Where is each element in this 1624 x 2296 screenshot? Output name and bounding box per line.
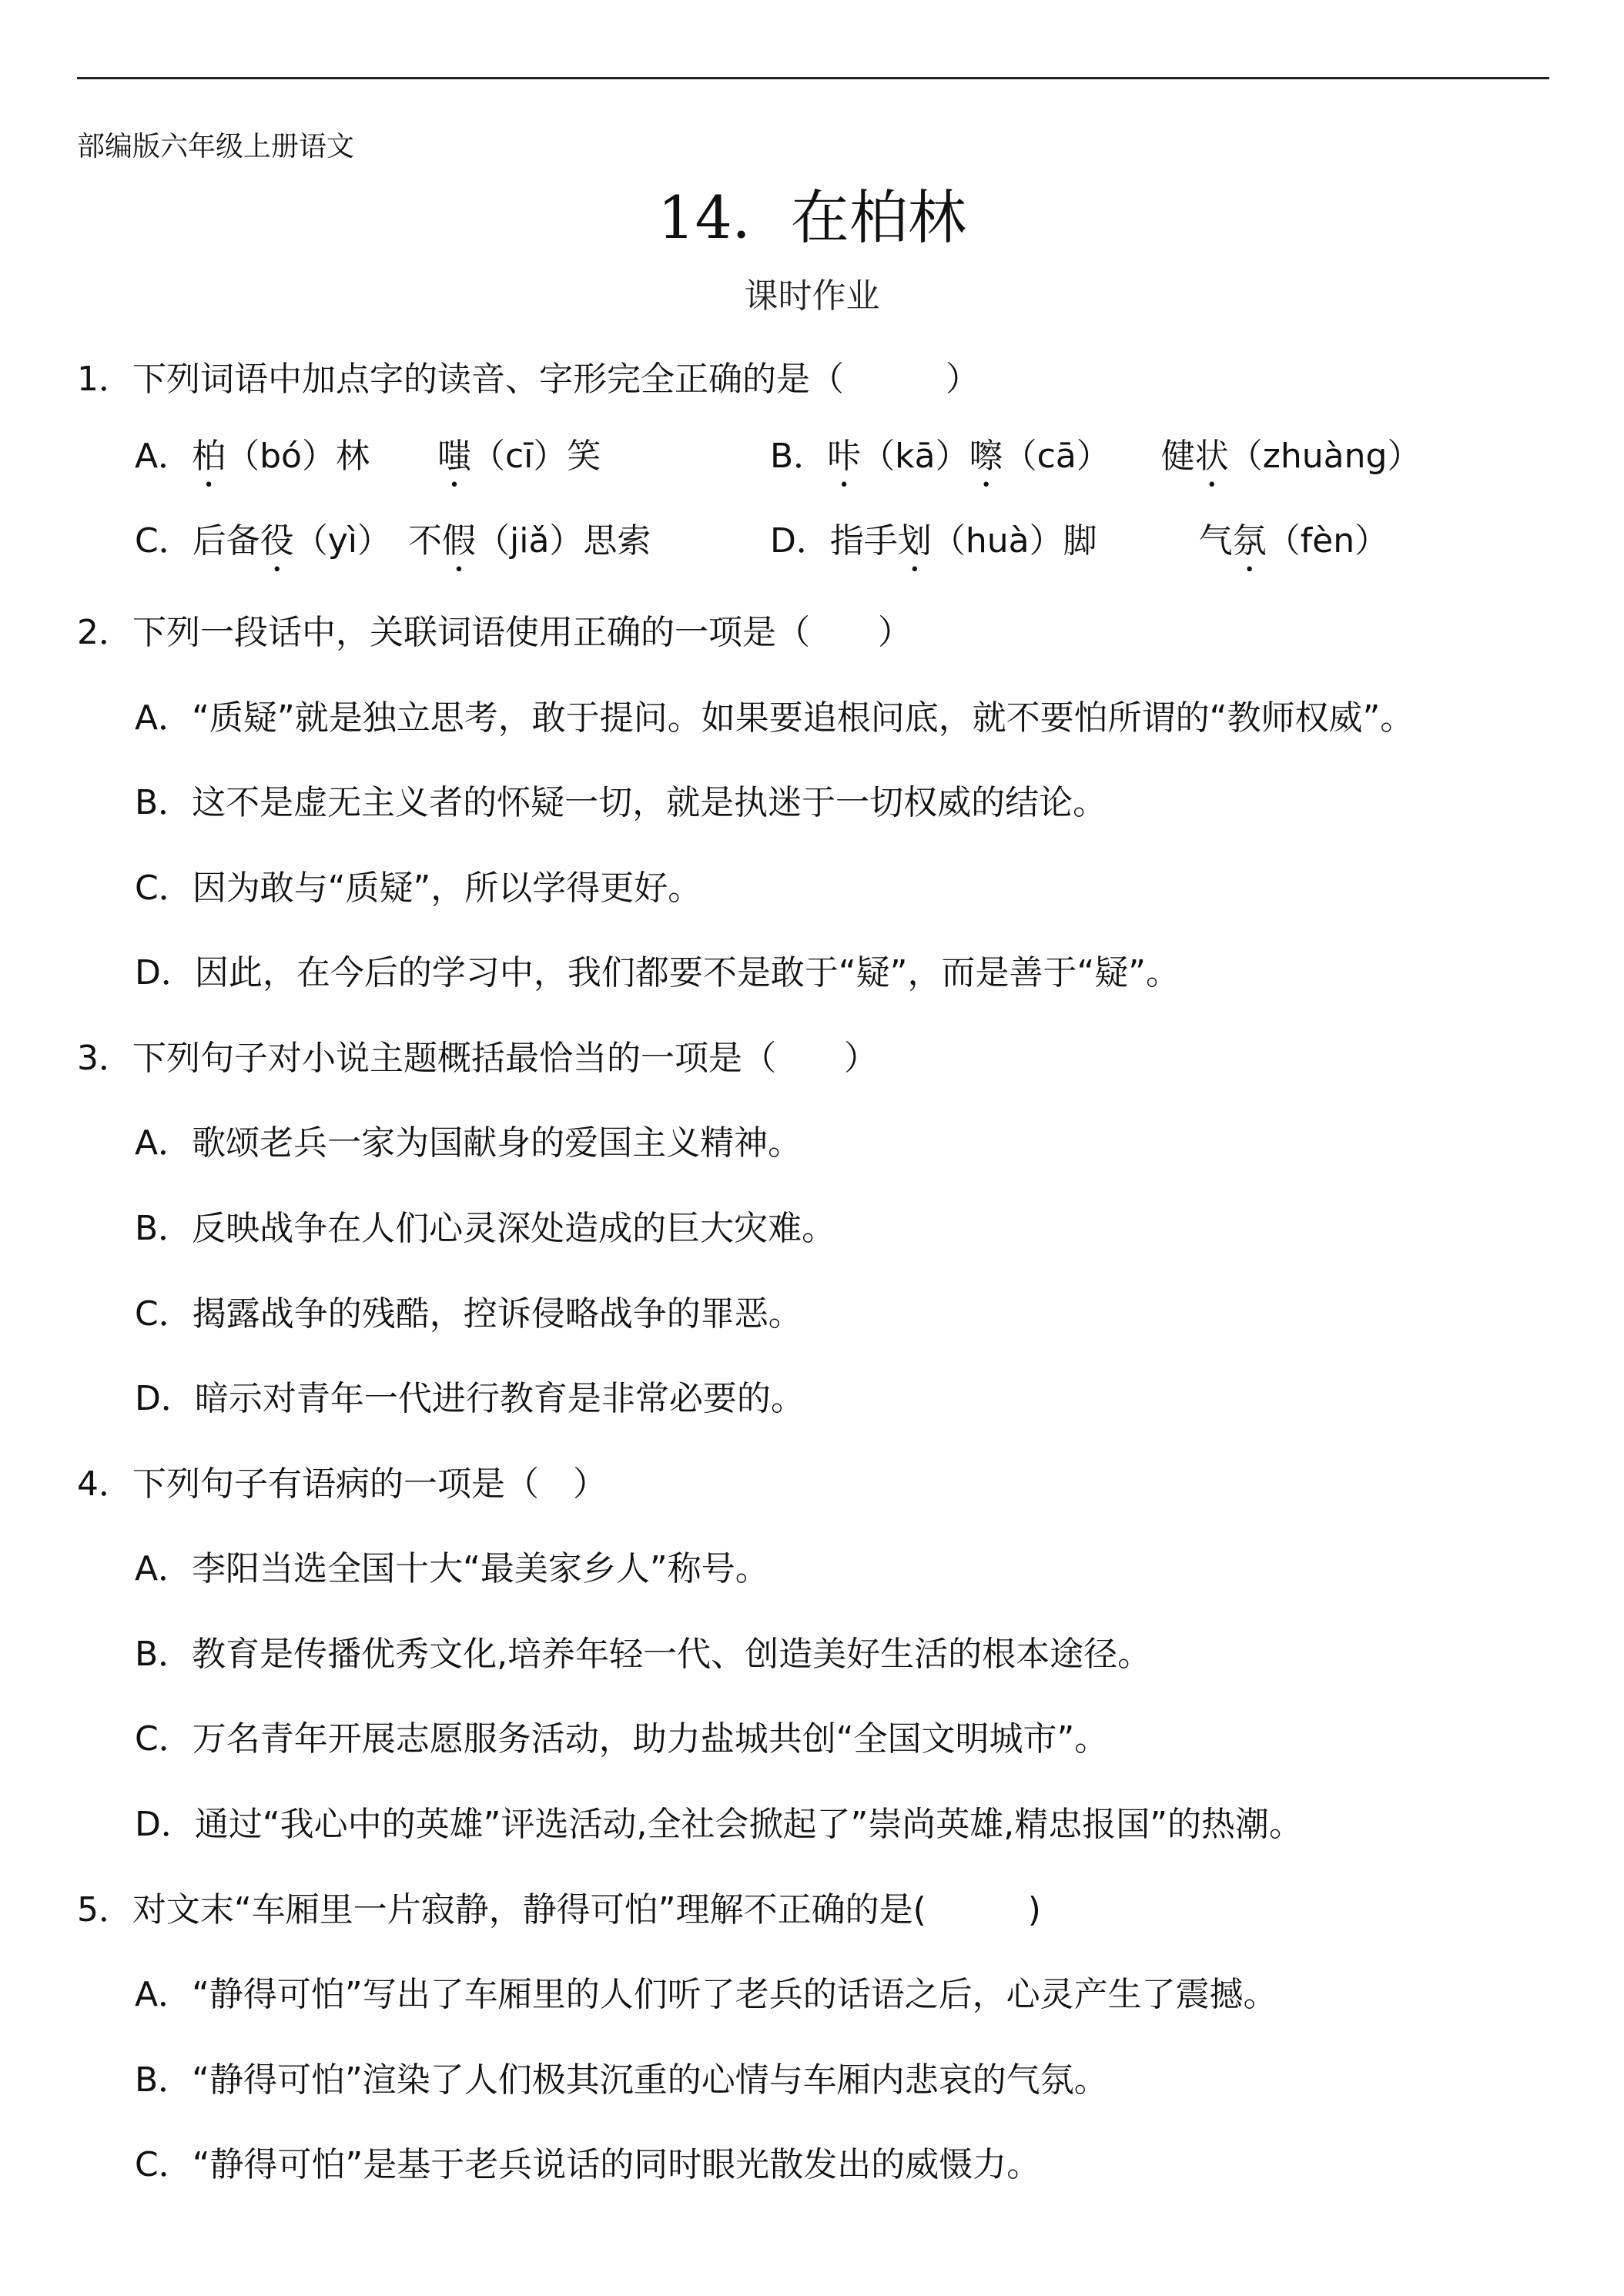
question-4-option-c: C．万名青年开展志愿服务活动，助力盐城共创“全国文明城市”。	[135, 1719, 1109, 1759]
question-3-option-b: B．反映战争在人们心灵深处造成的巨大灾难。	[135, 1209, 836, 1248]
question-1-option-b	[770, 433, 1421, 495]
emphasis-char: 咔	[827, 437, 862, 476]
question-2-option-d: D．因此，在今后的学习中，我们都要不是敢于“疑”，而是善于“疑”。	[135, 953, 1180, 992]
question-4-stem: 4．下列句子有语病的一项是（ ）	[77, 1464, 607, 1504]
question-2-option-c: C．因为敢与“质疑”，所以学得更好。	[135, 869, 702, 908]
option-text: （zhuàng）	[1228, 437, 1421, 476]
option-text: （cī）笑	[470, 437, 601, 476]
option-text: （huà）脚 气	[931, 521, 1233, 561]
header-label: 部编版六年级上册语文	[77, 131, 355, 162]
option-text: （yì） 不	[293, 521, 442, 561]
top-rule	[77, 77, 1549, 79]
question-2-option-b: B．这不是虚无主义者的怀疑一切，就是执迷于一切权威的结论。	[135, 783, 1107, 822]
option-text: A．	[135, 437, 193, 476]
question-1-stem: 1．下列词语中加点字的读音、字形完全正确的是（ ）	[77, 360, 979, 399]
option-text: （cā） 健	[1003, 437, 1195, 476]
page-subtitle: 课时作业	[744, 276, 880, 316]
emphasis-char: 状	[1194, 437, 1229, 476]
emphasis-char: 假	[442, 521, 476, 561]
option-text: （kā）	[861, 437, 969, 476]
question-4-option-d: D．通过“我心中的英雄”评选活动,全社会掀起了”崇尚英雄,精忠报国”的热潮。	[135, 1805, 1304, 1844]
emphasis-char: 划	[897, 521, 932, 561]
emphasis-char: 嗤	[437, 437, 471, 476]
question-3-option-d: D．暗示对青年一代进行教育是非常必要的。	[135, 1379, 805, 1418]
question-4-option-a: A．李阳当选全国十大“最美家乡人”称号。	[135, 1549, 769, 1588]
option-text: B．	[770, 437, 828, 476]
emphasis-char: 氛	[1232, 521, 1267, 561]
question-5-option-a: A．“静得可怕”写出了车厢里的人们听了老兵的话语之后，心灵产生了震撼。	[135, 1975, 1277, 2014]
option-text: （jiǎ）思索	[476, 521, 651, 561]
page-title: 14．在柏林	[658, 183, 966, 252]
question-4-option-b: B．教育是传播优秀文化,培养年轻一代、创造美好生活的根本途径。	[135, 1635, 1152, 1674]
question-3-option-c: C．揭露战争的残酷，控诉侵略战争的罪恶。	[135, 1294, 802, 1334]
option-text: （fèn）	[1266, 521, 1389, 561]
emphasis-char: 柏	[192, 437, 226, 476]
question-2-option-a: A．“质疑”就是独立思考，敢于提问。如果要追根问底，就不要怕所谓的“教师权威”。	[135, 698, 1415, 738]
option-text: C．后备	[135, 521, 260, 561]
emphasis-char: 役	[260, 521, 294, 561]
question-1-option-a	[135, 433, 601, 495]
question-5-option-c: C．“静得可怕”是基于老兵说话的同时眼光散发出的威慑力。	[135, 2145, 1041, 2184]
question-3-option-a: A．歌颂老兵一家为国献身的爱国主义精神。	[135, 1123, 802, 1163]
question-1-option-c	[135, 518, 651, 580]
question-2-stem: 2．下列一段话中，关联词语使用正确的一项是（ ）	[77, 613, 912, 652]
option-text: D．指手	[770, 521, 898, 561]
question-1-option-d	[770, 518, 1388, 580]
emphasis-char: 嚓	[969, 437, 1003, 476]
option-text: （bó）林	[226, 437, 437, 476]
question-3-stem: 3．下列句子对小说主题概括最恰当的一项是（ ）	[77, 1039, 878, 1078]
question-5-option-b: B．“静得可怕”渲染了人们极其沉重的心情与车厢内悲哀的气氛。	[135, 2060, 1108, 2100]
question-5-stem: 5．对文末“车厢里一片寂静，静得可怕”理解不正确的是( )	[77, 1890, 1041, 1930]
